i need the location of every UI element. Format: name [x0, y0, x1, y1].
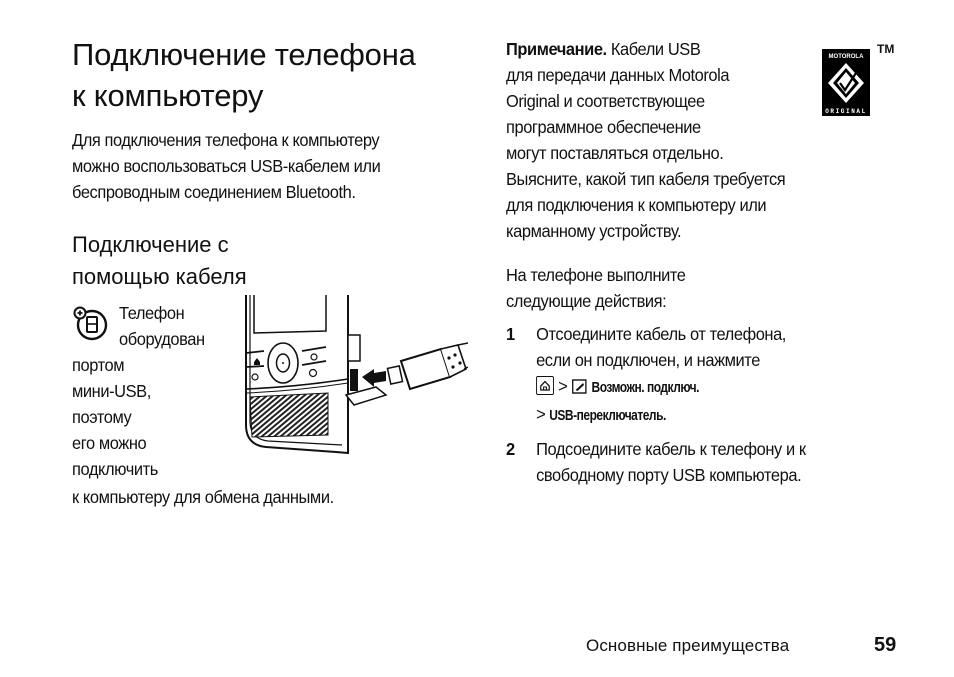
intro-paragraph [72, 127, 467, 205]
page-title-line: Подключение телефона [72, 37, 416, 72]
side-line: портом [72, 355, 125, 375]
note-line: карманному устройству. [506, 221, 682, 241]
side-line: оборудован [119, 329, 205, 349]
steps-intro [506, 262, 686, 314]
home-key-icon [536, 376, 554, 395]
step-line: Подсоедините кабель к телефону и к [536, 439, 806, 459]
step-text [536, 436, 806, 488]
intro-line: можно воспользоваться USB-кабелем или [72, 156, 381, 176]
logo-sub-text: ORIGINAL [825, 108, 867, 115]
note-line: Выясните, какой тип кабеля требуется [506, 169, 786, 189]
usb-connection-illustration [236, 295, 468, 455]
page-number: 59 [874, 634, 897, 656]
note-label: Примечание. [506, 39, 607, 59]
section-heading-line: помощью кабеля [72, 264, 247, 289]
step-menu-path-line [536, 373, 786, 401]
step-2 [506, 436, 882, 492]
section-heading [72, 229, 247, 293]
side-line: поэтому [72, 407, 132, 427]
note-line: могут поставляться отдельно. [506, 143, 724, 163]
side-line: подключить [72, 459, 158, 479]
page-title [72, 34, 416, 116]
side-paragraph [72, 300, 241, 482]
side-line: его можно [72, 433, 147, 453]
step-number: 1 [506, 324, 515, 344]
page-title-line: к компьютеру [72, 78, 264, 113]
note-first-line-text: Кабели USB [606, 39, 701, 59]
note-line: Original и соответствующее [506, 91, 705, 111]
footer-section-title: Основные преимущества [586, 636, 790, 655]
trademark-mark: TM [877, 42, 895, 56]
note-line: для подключения к компьютеру или [506, 195, 767, 215]
intro-line: Для подключения телефона к компьютеру [72, 130, 380, 150]
step-menu-path-line [536, 401, 786, 429]
menu-separator: > [536, 404, 546, 424]
section-heading-line: Подключение с [72, 232, 229, 257]
original-badge-icon [822, 49, 870, 116]
steps-intro-line: следующие действия: [506, 291, 667, 311]
logo-brand-text: MOTOROLA [828, 54, 864, 60]
note-line: программное обеспечение [506, 117, 701, 137]
step-line: если он подключен, и нажмите [536, 350, 760, 370]
motorola-original-logo [822, 49, 870, 116]
side-line: мини-USB, [72, 381, 151, 401]
steps-intro-line: На телефоне выполните [506, 265, 686, 285]
step-1 [506, 321, 882, 431]
connection-app-icon [571, 378, 587, 395]
side-line: Телефон [119, 303, 185, 323]
side-last-line: к компьютеру для обмена данными. [72, 487, 334, 507]
intro-line: беспроводным соединением Bluetooth. [72, 182, 356, 202]
menu-item-usb-switch: USB-переключатель. [549, 407, 666, 424]
note-line: для передачи данных Motorola [506, 65, 730, 85]
step-line: Отсоедините кабель от телефона, [536, 324, 786, 344]
step-number: 2 [506, 439, 515, 459]
step-line: свободному порту USB компьютера. [536, 465, 802, 485]
menu-item-connectivity: Возможн. подключ. [591, 379, 700, 396]
step-text [536, 321, 786, 429]
menu-separator: > [558, 376, 568, 396]
